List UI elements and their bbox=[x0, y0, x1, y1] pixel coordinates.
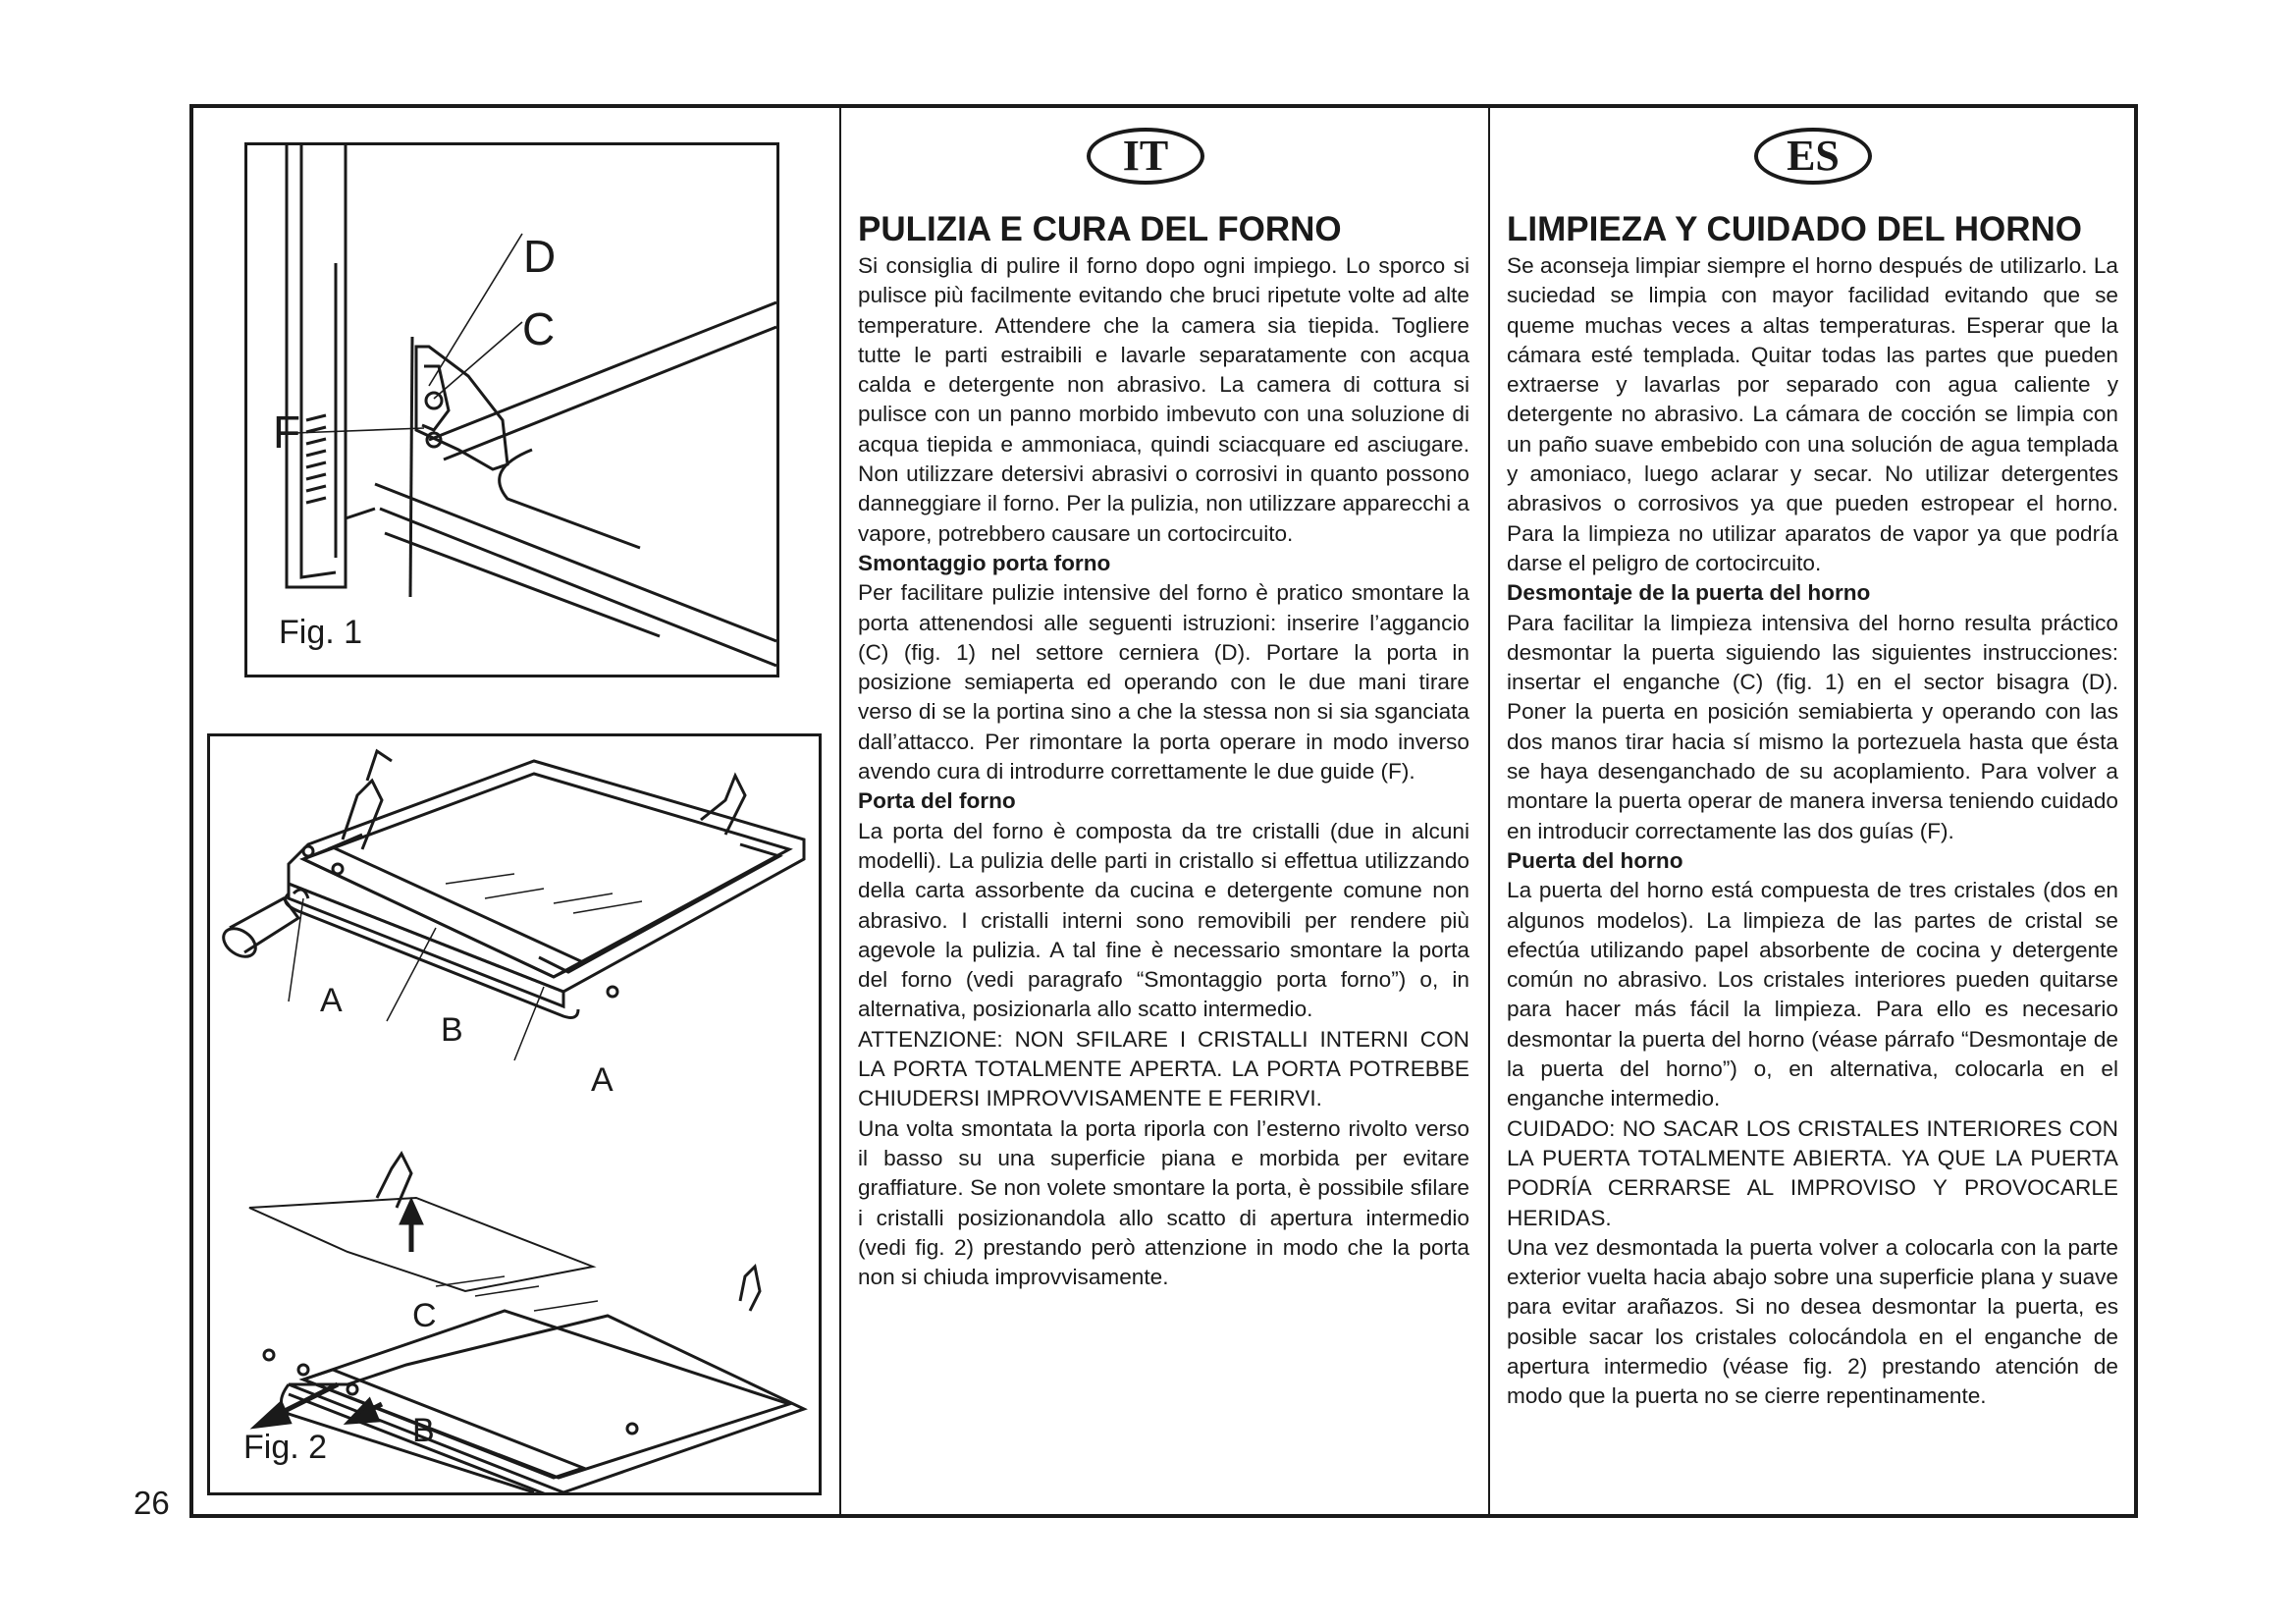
oven-door-es: La puerta del horno está compuesta de tres cristales (dos en algunos modelos). La limpieza de las partes de cristal se efectúa utilizando papel absorbente de cocina y detergente común no abrasivo. Los cristales interiores pueden quitarse para hacer más fácil la limpieza. Para ello es necesario desmontar la puerta del horno (véase párrafo “Desmontaje de la puerta del horno”) o, en alternativa, colocarla en el enganche intermedio. bbox=[1507, 878, 2118, 1111]
oven-hinge-illustration bbox=[247, 145, 776, 675]
column-divider-right bbox=[1488, 104, 1490, 1518]
label-f: F bbox=[273, 406, 301, 458]
label-c: C bbox=[522, 303, 556, 354]
figure-2 bbox=[207, 733, 822, 1495]
closing-it: Una volta smontata la porta riporla con l’esterno rivolto verso il basso su una superficie piana e morbida per evitare graffiature. Se non volete smontare la porta, è possibile sfilare i cristalli posizionandola allo scatto di apertura intermedio (vedi fig. 2) prestando però attenzione in modo che la porta non si chiuda improvvisamente. bbox=[858, 1115, 1469, 1290]
heading-remove-door-it: Smontaggio porta forno bbox=[858, 550, 1111, 575]
label-d: D bbox=[523, 231, 557, 282]
label-a-left: A bbox=[320, 982, 343, 1019]
closing-es: Una vez desmontada la puerta volver a colocarla con la parte exterior vuelta hacia abajo sobre una superficie plana y suave para evitar arañazos. Si no desea desmontar la puerta, es posible sacar los cristales colocándola en el enganche de apertura intermedio (véase fig. 2) prestando atención de modo que la puerta no se cierre repentinamente. bbox=[1507, 1234, 2118, 1409]
oven-door-it: La porta del forno è composta da tre cristalli (due in alcuni modelli). La pulizia delle parti in cristallo si effettua utilizzando della carta assorbente da cucina e detergente comune non abrasivo. I cristalli interni sono removibili per rendere più agevole la pulizia. A tal fine è necessario smontare la porta del forno (vedi paragrafo “Smontaggio porta forno”) o, in alternativa, posizionarla allo scatto intermedio. bbox=[858, 818, 1469, 1022]
label-b-bottom: B bbox=[412, 1412, 435, 1449]
section-title-es: LIMPIEZA Y CUIDADO DEL HORNO bbox=[1507, 210, 2082, 248]
column-spanish bbox=[1507, 210, 2118, 1412]
figure-1 bbox=[244, 142, 779, 677]
section-title-it: PULIZIA E CURA DEL FORNO bbox=[858, 210, 1342, 248]
warning-it: ATTENZIONE: NON SFILARE I CRISTALLI INTERNI CON LA PORTA TOTALMENTE APERTA. LA PORTA POTREBBE CHIUDERSI IMPROVVISAMENTE E FERIRVI. bbox=[858, 1026, 1469, 1111]
remove-door-es: Para facilitar la limpieza intensiva del horno resulta práctico desmontar la puerta siguiendo las siguientes instrucciones: insertar el enganche (C) (fig. 1) en el sector bisagra (D). Poner la puerta en posición semiabierta y operando con las dos manos tirar hacia sí mismo la portezuela hasta que ésta se haya desenganchado de su acoplamiento. Para volver a montare la puerta operar de manera inversa teniendo cuidado en introducir correctamente las dos guías (F). bbox=[1507, 610, 2118, 843]
language-badge-es: ES bbox=[1754, 128, 1872, 185]
oven-door-glass-illustration bbox=[210, 736, 819, 1492]
column-italian bbox=[858, 210, 1469, 1292]
page-number: 26 bbox=[133, 1485, 170, 1521]
language-badge-it: IT bbox=[1087, 128, 1204, 185]
warning-es: CUIDADO: NO SACAR LOS CRISTALES INTERIORES CON LA PUERTA TOTALMENTE ABIERTA. YA QUE LA PUERTA PODRÍA CERRARSE AL IMPROVISO Y PROVOCARLE HERIDAS. bbox=[1507, 1115, 2118, 1230]
heading-remove-door-es: Desmontaje de la puerta del horno bbox=[1507, 580, 1871, 606]
label-a-right: A bbox=[591, 1061, 614, 1099]
column-divider-left bbox=[839, 104, 841, 1518]
heading-oven-door-it: Porta del forno bbox=[858, 788, 1016, 814]
label-c-fig2: C bbox=[412, 1297, 437, 1334]
label-b-top: B bbox=[441, 1011, 463, 1049]
heading-oven-door-es: Puerta del horno bbox=[1507, 847, 1683, 873]
fig2-caption: Fig. 2 bbox=[243, 1429, 328, 1466]
fig1-caption: Fig. 1 bbox=[279, 614, 363, 651]
intro-es: Se aconseja limpiar siempre el horno después de utilizarlo. La suciedad se limpia con mayor facilidad evitando que se queme muchas veces a altas temperaturas. Esperar que la cámara esté templada. Quitar todas las partes que pueden extraerse y lavarlas por separado con agua caliente y detergente no abrasivo. La cámara de cocción se limpia con un paño suave embebido con una solución de agua templada y amoniaco, luego aclarar y secar. No utilizar detergentes abrasivos o corrosivos ya que pueden estropear el horno. Para la limpieza no utilizar aparatos de vapor ya que podría darse el peligro de cortocircuito. bbox=[1507, 253, 2118, 575]
intro-it: Si consiglia di pulire il forno dopo ogni impiego. Lo sporco si pulisce più facilmente evitando che bruci ripetute volte ad alte temperature. Attendere che la camera sia tiepida. Togliere tutte le parti estraibili e lavarle separatamente con acqua calda e detergente non abrasivo. La camera di cottura si pulisce con un panno morbido imbevuto con una soluzione di acqua tiepida e ammoniaca, quindi sciacquare ed asciugare. Non utilizzare detersivi abrasivi o corrosivi in quanto possono danneggiare il forno. Per la pulizia, non utilizzare apparecchi a vapore, potrebbero causare un cortocircuito. bbox=[858, 253, 1469, 546]
remove-door-it: Per facilitare pulizie intensive del forno è pratico smontare la porta attenendosi alle seguenti istruzioni: inserire l’aggancio (C) (fig. 1) nel settore cerniera (D). Portare la porta in posizione semiaperta ed operando con le due mani tirare verso di se la portina sino a che la stessa non si sia sganciata dall’attacco. Per rimontare la porta operare in modo inverso avendo cura di introdurre correttamente le due guide (F). bbox=[858, 580, 1469, 785]
